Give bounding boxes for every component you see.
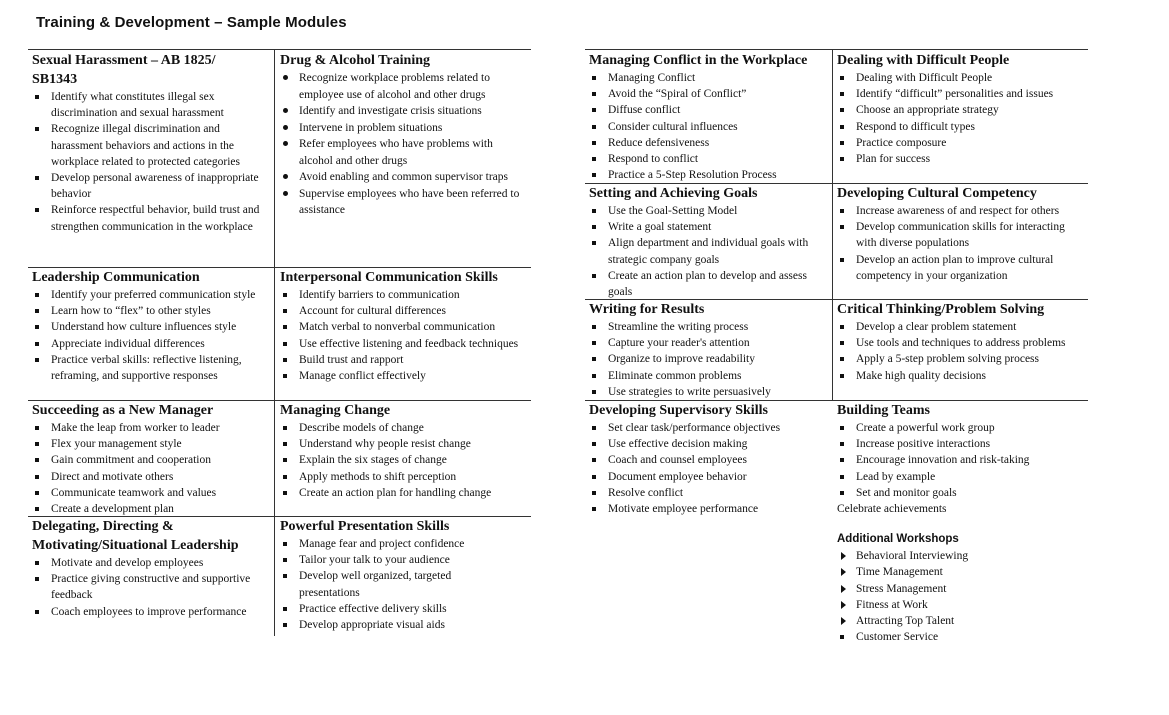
list-item: Communicate teamwork and values (32, 485, 272, 501)
list-item: Increase awareness of and respect for others (837, 203, 1085, 219)
list-item: Write a goal statement (589, 219, 829, 235)
module-heading: Succeeding as a New Manager (32, 403, 214, 418)
list-item: Use the Goal-Setting Model (589, 203, 829, 219)
module-difficult-people (837, 51, 1062, 167)
list-item: Develop appropriate visual aids (280, 617, 510, 633)
list-item: Encourage innovation and risk-taking (837, 452, 1085, 468)
module-leadership-communication (32, 268, 272, 384)
list-item: Use tools and techniques to address problems (837, 335, 1082, 351)
list-item: Practice composure (837, 135, 1062, 151)
list-item: Coach and counsel employees (589, 452, 829, 468)
list-item: Recognize workplace problems related to employee use of alcohol and other drugs (280, 70, 528, 103)
list-item: Develop communication skills for interacting with diverse populations (837, 219, 1085, 251)
list-item: Set and monitor goals (837, 485, 1085, 501)
list-item-plain: Celebrate achievements (837, 503, 947, 516)
module-delegating (32, 517, 264, 620)
module-heading: Managing Change (280, 403, 391, 418)
list-item: Fitness at Work (837, 597, 1085, 613)
list-item: Appreciate individual differences (32, 336, 272, 352)
list-item: Choose an appropriate strategy (837, 102, 1062, 118)
list-item: Tailor your talk to your audience (280, 552, 510, 568)
list-item: Motivate and develop employees (32, 555, 264, 571)
list-item: Reduce defensiveness (589, 135, 829, 151)
list-item: Explain the six stages of change (280, 452, 530, 468)
list-item: Identify what constitutes illegal sex discrimination and sexual harassment (32, 89, 270, 121)
list-item: Match verbal to nonverbal communication (280, 319, 530, 335)
list-item: Develop well organized, targeted presentations (280, 568, 510, 600)
module-heading: Drug & Alcohol Training (280, 53, 431, 68)
list-item: Coach employees to improve performance (32, 604, 264, 620)
list-item: Dealing with Difficult People (837, 70, 1062, 86)
list-item: Create a development plan (32, 501, 272, 517)
list-item: Develop personal awareness of inappropriate behavior (32, 170, 270, 202)
module-supervisory-skills (589, 401, 829, 517)
list-item: Apply methods to shift perception (280, 469, 530, 485)
list-item: Capture your reader's attention (589, 335, 829, 351)
list-item: Create a powerful work group (837, 420, 1085, 436)
list-item: Align department and individual goals with strategic company goals (589, 235, 829, 267)
list-item: Practice giving constructive and supportive feedback (32, 571, 264, 603)
list-item: Set clear task/performance objectives (589, 420, 829, 436)
module-new-manager (32, 401, 272, 517)
list-item: Lead by example (837, 469, 1085, 485)
list-item: Build trust and rapport (280, 352, 530, 368)
list-item: Make high quality decisions (837, 368, 1082, 384)
module-interpersonal-communication (280, 268, 530, 384)
list-item: Consider cultural influences (589, 119, 829, 135)
list-item: Attracting Top Talent (837, 613, 1085, 629)
list-item: Learn how to “flex” to other styles (32, 303, 272, 319)
list-item: Respond to conflict (589, 151, 829, 167)
list-item: Practice verbal skills: reflective listening, reframing, and supportive responses (32, 352, 272, 384)
module-sexual-harassment (32, 51, 270, 235)
list-item: Avoid enabling and common supervisor traps (280, 169, 528, 186)
list-item: Resolve conflict (589, 485, 829, 501)
rule (28, 49, 531, 50)
module-heading: Managing Conflict in the Workplace (589, 53, 808, 68)
list-item: Diffuse conflict (589, 102, 829, 118)
module-writing (589, 300, 829, 400)
list-item: Stress Management (837, 581, 1085, 597)
list-item: Increase positive interactions (837, 436, 1085, 452)
list-item: Supervise employees who have been referred to assistance (280, 186, 528, 219)
list-item: Create an action plan to develop and assess goals (589, 268, 829, 300)
list-item: Manage conflict effectively (280, 368, 530, 384)
module-managing-change (280, 401, 530, 501)
list-item: Direct and motivate others (32, 469, 272, 485)
list-item: Describe models of change (280, 420, 530, 436)
additional-workshops-heading: Additional Workshops (837, 533, 959, 546)
module-heading: Setting and Achieving Goals (589, 186, 758, 201)
list-item: Plan for success (837, 151, 1062, 167)
module-heading: Dealing with Difficult People (837, 53, 1010, 68)
list-item: Recognize illegal discrimination and harassment behaviors and actions in the workplace related to protected categories (32, 121, 270, 170)
divider (832, 49, 833, 400)
list-item: Account for cultural differences (280, 303, 530, 319)
list-item: Motivate employee performance (589, 501, 829, 517)
module-managing-conflict (589, 51, 829, 183)
list-item: Make the leap from worker to leader (32, 420, 272, 436)
module-heading: Writing for Results (589, 302, 705, 317)
module-heading: Developing Cultural Competency (837, 186, 1037, 201)
list-item: Manage fear and project confidence (280, 536, 510, 552)
module-heading: Powerful Presentation Skills (280, 519, 450, 534)
module-building-teams (837, 401, 1085, 645)
list-item: Reinforce respectful behavior, build trust and strengthen communication in the workplace (32, 202, 270, 234)
divider (274, 49, 275, 636)
module-presentation (280, 517, 510, 633)
list-item: Time Management (837, 564, 1085, 580)
module-heading: Interpersonal Communication Skills (280, 270, 498, 285)
list-item: Behavioral Interviewing (837, 548, 1085, 564)
list-item: Refer employees who have problems with alcohol and other drugs (280, 136, 528, 169)
list-item: Use effective listening and feedback techniques (280, 336, 530, 352)
list-item: Develop a clear problem statement (837, 319, 1082, 335)
rule (585, 49, 1088, 50)
list-item: Intervene in problem situations (280, 120, 528, 137)
list-item: Streamline the writing process (589, 319, 829, 335)
list-item: Avoid the “Spiral of Conflict” (589, 86, 829, 102)
list-item: Apply a 5-step problem solving process (837, 351, 1082, 367)
module-heading: Sexual Harassment – AB 1825/ SB1343 (32, 53, 216, 87)
list-item: Identify your preferred communication style (32, 287, 272, 303)
list-item: Understand why people resist change (280, 436, 530, 452)
list-item: Understand how culture influences style (32, 319, 272, 335)
list-item: Eliminate common problems (589, 368, 829, 384)
list-item: Gain commitment and cooperation (32, 452, 272, 468)
list-item: Create an action plan for handling change (280, 485, 530, 501)
module-cultural-competency (837, 184, 1085, 284)
list-item: Develop an action plan to improve cultural competency in your organization (837, 252, 1085, 284)
module-heading: Delegating, Directing & Motivating/Situational Leadership (32, 519, 239, 553)
list-item: Document employee behavior (589, 469, 829, 485)
list-item: Customer Service (837, 629, 1085, 645)
list-item: Identify “difficult” personalities and issues (837, 86, 1062, 102)
module-heading: Critical Thinking/Problem Solving (837, 302, 1045, 317)
list-item: Practice a 5-Step Resolution Process (589, 167, 829, 183)
module-drug-alcohol (280, 51, 528, 219)
list-item: Managing Conflict (589, 70, 829, 86)
list-item: Practice effective delivery skills (280, 601, 510, 617)
list-item: Identify and investigate crisis situations (280, 103, 528, 120)
list-item: Flex your management style (32, 436, 272, 452)
list-item: Organize to improve readability (589, 351, 829, 367)
list-item: Respond to difficult types (837, 119, 1062, 135)
module-setting-goals (589, 184, 829, 300)
module-critical-thinking (837, 300, 1082, 384)
list-item: Identify barriers to communication (280, 287, 530, 303)
list-item: Use strategies to write persuasively (589, 384, 829, 400)
page-title: Training & Development – Sample Modules (36, 14, 347, 31)
module-heading: Developing Supervisory Skills (589, 403, 768, 418)
list-item: Use effective decision making (589, 436, 829, 452)
module-heading: Leadership Communication (32, 270, 200, 285)
module-heading: Building Teams (837, 403, 930, 418)
